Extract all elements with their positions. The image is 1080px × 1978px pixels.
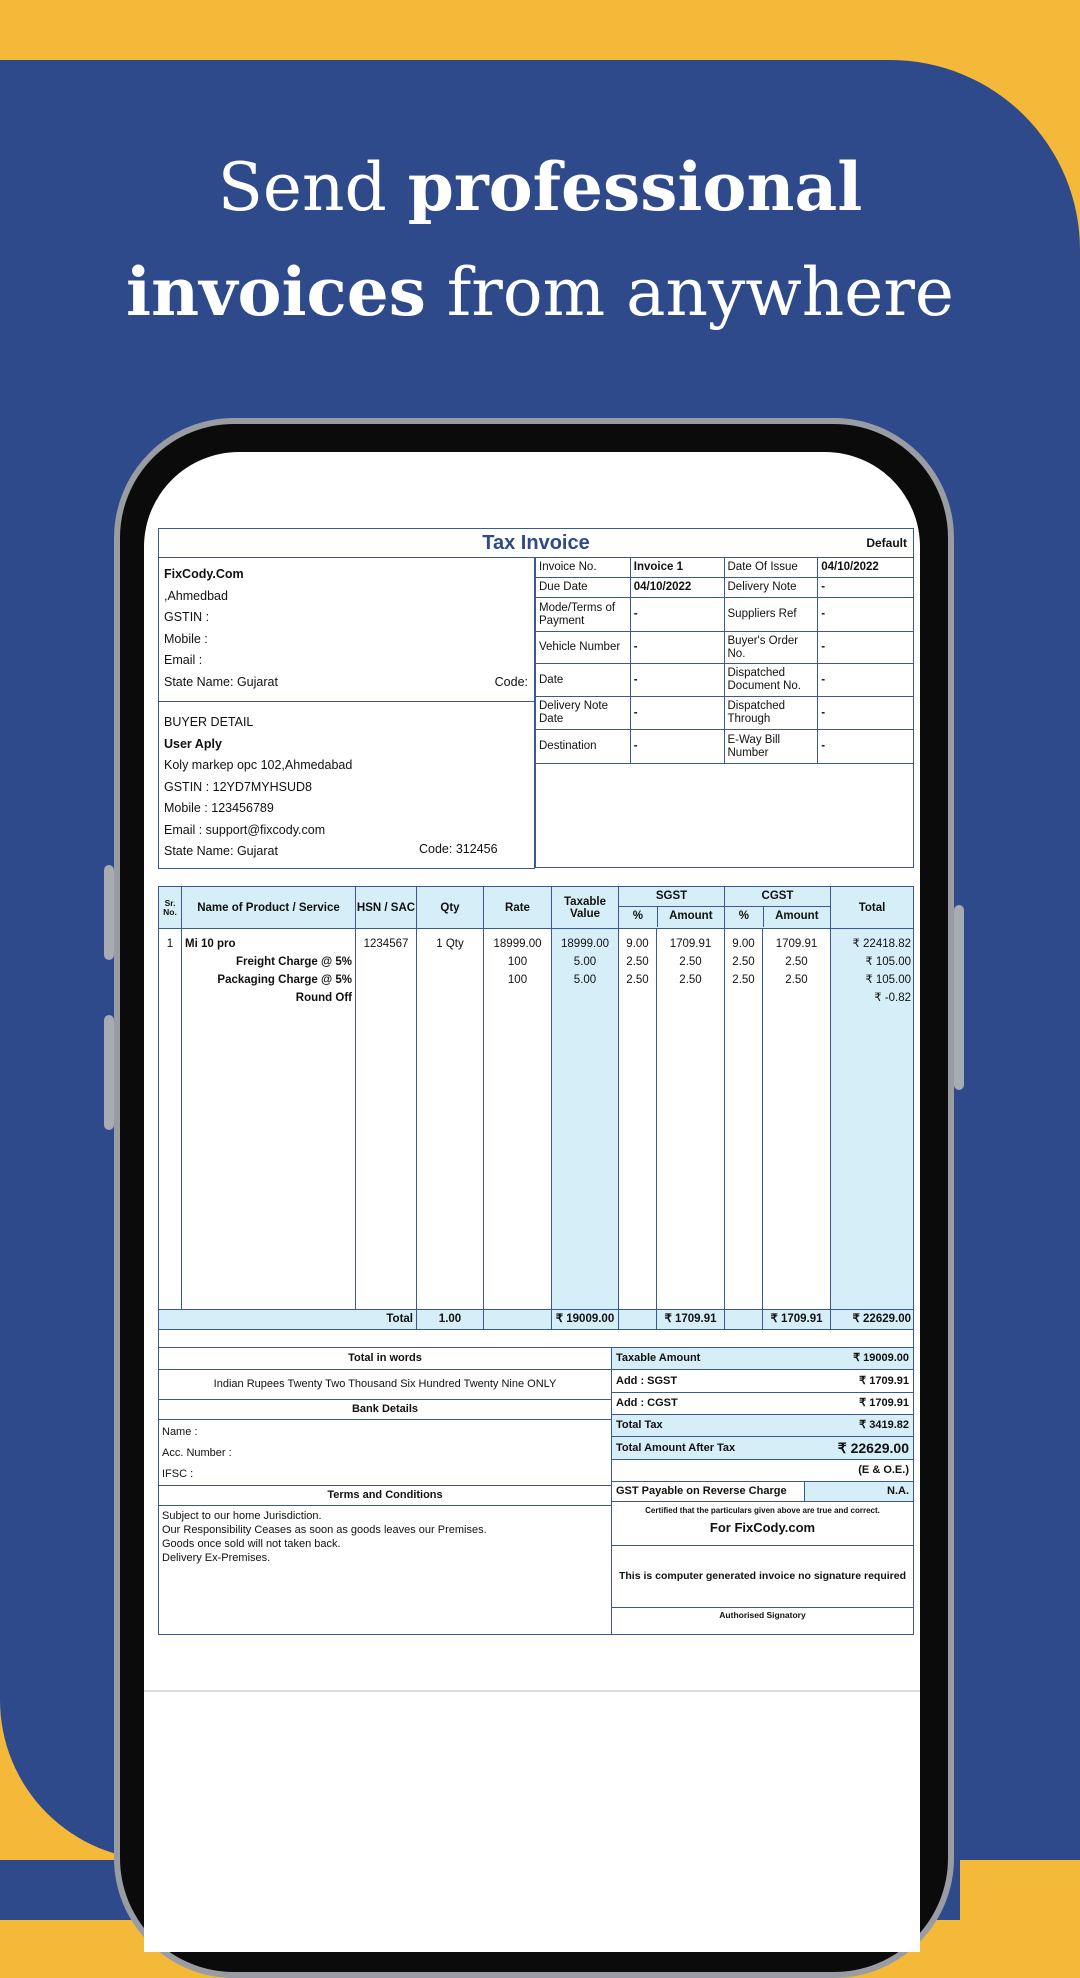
headline-line-2: invoices from anywhere xyxy=(126,253,954,331)
col-sgst-amt: 1709.91 2.50 2.50 xyxy=(656,929,724,1309)
reverse-charge-row: GST Payable on Reverse Charge N.A. xyxy=(612,1482,913,1502)
parties-column xyxy=(158,558,535,869)
items-header-row: Sr. No. Name of Product / Service HSN / SAC Qty Rate Taxable Value SGST % Amount CGST % Amount Total xyxy=(159,887,913,929)
meta-column xyxy=(535,558,914,869)
col-sgst-pct: 9.00 2.50 2.50 xyxy=(618,929,656,1309)
summary-row: Total Amount After Tax ₹ 22629.00 xyxy=(612,1437,913,1460)
col-cgst-pct: 9.00 2.50 2.50 xyxy=(724,929,762,1309)
phone-side-button-right xyxy=(954,905,964,1090)
meta-row: Mode/Terms of Payment - Suppliers Ref - xyxy=(535,598,913,632)
invoice-header-section xyxy=(158,558,914,869)
meta-row: Vehicle Number - Buyer's Order No. - xyxy=(535,632,913,664)
items-body xyxy=(159,929,913,1309)
summary-right: Taxable Amount ₹ 19009.00 Add : SGST ₹ 1709.91 Add : CGST ₹ 1709.91 Total Tax ₹ 3419.82 Total Amount After Tax ₹ 22629.00 (E & O.E.) GST Payable on Reverse Charge N.A. Certified that the particulars given above are true and correct. For FixCody.com This is computer generated invoice no signature required Authorised Signatory xyxy=(612,1348,913,1634)
seller-details: FixCody.Com ,Ahmedbad GSTIN : Mobile : Email : State Name: Gujarat Code: xyxy=(158,558,535,702)
col-taxable: 18999.00 5.00 5.00 xyxy=(551,929,618,1309)
col-total: ₹ 22418.82 ₹ 105.00 ₹ 105.00 ₹ -0.82 xyxy=(830,929,913,1309)
summary-left: Total in words Indian Rupees Twenty Two Thousand Six Hundred Twenty Nine ONLY Bank Details Name : Acc. Number : IFSC : Terms and Conditions Subject to our home Jurisdiction. Our Responsibility Ceases as soon as goods leaves our Premises. Goods once sold will not taken back. Delivery Ex-Premises. xyxy=(159,1348,612,1634)
meta-row: Invoice No. Invoice 1 Date Of Issue 04/10/2022 xyxy=(535,558,913,578)
meta-row: Date - Dispatched Document No. - xyxy=(535,664,913,697)
col-cgst-amt: 1709.91 2.50 2.50 xyxy=(762,929,830,1309)
summary-row: Total Tax ₹ 3419.82 xyxy=(612,1415,913,1437)
buyer-details: BUYER DETAIL User Aply Koly markep opc 102,Ahmedabad GSTIN : 12YD7MYHSUD8 Mobile : 123456789 Email : support@fixcody.com State Name: Gujarat Code: 312456 xyxy=(158,702,535,869)
items-total-row: Total 1.00 ₹ 19009.00 ₹ 1709.91 ₹ 1709.91 ₹ 22629.00 xyxy=(159,1309,913,1329)
summary-row: Taxable Amount ₹ 19009.00 xyxy=(612,1348,913,1370)
invoice-title-bar xyxy=(158,528,914,558)
meta-row: Destination - E-Way Bill Number - xyxy=(535,730,913,763)
invoice-template-label: Default xyxy=(866,536,907,550)
terms-conditions: Subject to our home Jurisdiction. Our Responsibility Ceases as soon as goods leaves our Premises. Goods once sold will not taken back. Delivery Ex-Premises. xyxy=(162,1510,487,1564)
col-hsn: 1234567 xyxy=(355,929,416,1309)
cgst-header: CGST % Amount xyxy=(724,887,830,928)
invoice-title: Tax Invoice xyxy=(482,531,590,554)
phone-side-button-left-1 xyxy=(104,865,114,960)
col-sr: 1 xyxy=(166,938,174,950)
invoice-meta-table xyxy=(535,558,914,764)
phone-screen[interactable] xyxy=(144,452,920,1952)
summary-row: Add : CGST ₹ 1709.91 xyxy=(612,1393,913,1415)
summary-section xyxy=(158,1348,914,1635)
sgst-header: SGST % Amount xyxy=(618,887,724,928)
spacer-row xyxy=(158,1330,914,1348)
bank-details: Name : Acc. Number : IFSC : xyxy=(159,1420,611,1486)
meta-blank-area xyxy=(535,764,914,868)
total-in-words: Indian Rupees Twenty Two Thousand Six Hundred Twenty Nine ONLY xyxy=(159,1370,611,1400)
col-qty: 1 Qty xyxy=(416,929,483,1309)
certified-box: Certified that the particulars given above are true and correct. For FixCody.com xyxy=(612,1502,913,1546)
col-name: Mi 10 pro Freight Charge @ 5% Packaging Charge @ 5% Round Off xyxy=(181,929,355,1309)
headline xyxy=(0,135,1080,345)
phone-side-button-left-2 xyxy=(104,1015,114,1130)
summary-row: Add : SGST ₹ 1709.91 xyxy=(612,1370,913,1393)
col-rate: 18999.00 100 100 xyxy=(483,929,551,1309)
meta-row: Delivery Note Date - Dispatched Through - xyxy=(535,697,913,730)
items-table xyxy=(158,886,914,1330)
invoice-document xyxy=(158,528,914,1635)
screen-divider xyxy=(144,1690,920,1692)
meta-row: Due Date 04/10/2022 Delivery Note - xyxy=(535,578,913,598)
headline-line-1: Send professional xyxy=(217,148,863,226)
